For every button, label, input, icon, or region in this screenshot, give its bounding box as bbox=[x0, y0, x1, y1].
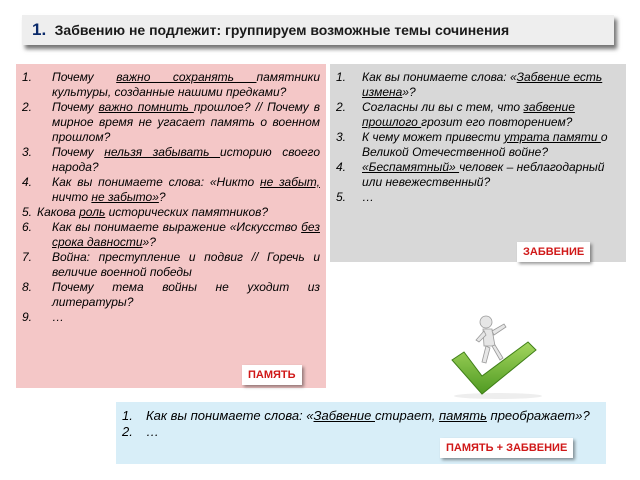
text-fragment: Какова bbox=[37, 205, 80, 219]
item-number: 5. bbox=[336, 190, 347, 204]
key-phrase: без срока давности bbox=[52, 220, 320, 249]
item-number: 3. bbox=[336, 130, 347, 144]
text-fragment: ? bbox=[158, 190, 166, 204]
list-item bbox=[330, 190, 618, 205]
key-phrase: не забыт, bbox=[260, 175, 320, 189]
key-phrase: память bbox=[439, 408, 487, 423]
item-text bbox=[52, 175, 320, 205]
list-item bbox=[330, 100, 618, 130]
key-phrase: нельзя забывать bbox=[104, 145, 221, 159]
text-fragment: историю своего народа? bbox=[52, 145, 320, 174]
text-fragment: Почему bbox=[52, 100, 99, 114]
key-phrase: важно сохранять bbox=[116, 70, 257, 84]
oblivion-topics-panel bbox=[330, 64, 626, 262]
key-phrase: важно помнить bbox=[98, 100, 194, 114]
item-text bbox=[52, 145, 320, 175]
person-on-checkmark-icon bbox=[448, 314, 548, 400]
text-fragment: грозит его повторением? bbox=[421, 115, 573, 129]
text-fragment: преображает»? bbox=[486, 408, 590, 423]
key-phrase: роль bbox=[79, 205, 106, 219]
text-fragment: стирает, bbox=[375, 408, 440, 423]
key-phrase: Забвение bbox=[313, 408, 375, 423]
item-text bbox=[362, 130, 618, 160]
item-text bbox=[362, 70, 618, 100]
list-item bbox=[16, 175, 320, 205]
list-item bbox=[16, 310, 320, 325]
item-number: 4. bbox=[336, 160, 347, 174]
text-fragment: о Великой Отечественной войне? bbox=[362, 130, 608, 159]
text-fragment: человек – неблагодарный или невежественный? bbox=[362, 160, 605, 189]
memory-topics-panel bbox=[16, 64, 326, 388]
item-number: 3. bbox=[22, 145, 33, 159]
list-item bbox=[16, 70, 320, 100]
list-item bbox=[116, 408, 596, 424]
page-title: Забвению не подлежит: группируем возможные темы сочинения bbox=[54, 22, 510, 38]
key-phrase: не забыто» bbox=[91, 190, 159, 204]
text-fragment: Согласны ли вы с тем, что bbox=[362, 100, 524, 114]
text-fragment: К чему может привести bbox=[362, 130, 504, 144]
item-number: 2. bbox=[336, 100, 347, 114]
list-item bbox=[16, 145, 320, 175]
list-item bbox=[330, 130, 618, 160]
text-fragment: Почему bbox=[52, 70, 117, 84]
item-number: 7. bbox=[22, 250, 33, 264]
title-number: 1. bbox=[32, 20, 47, 39]
item-number: 2. bbox=[22, 100, 33, 114]
item-number: 2. bbox=[122, 424, 133, 439]
text-fragment: »? bbox=[402, 85, 416, 99]
item-text bbox=[52, 70, 320, 100]
text-fragment: Как вы понимаете слова: « bbox=[362, 70, 517, 84]
text-fragment: ничто bbox=[52, 190, 92, 204]
list-item bbox=[16, 250, 320, 280]
memory-tag: ПАМЯТЬ bbox=[242, 365, 302, 385]
item-text bbox=[362, 100, 618, 130]
list-item bbox=[16, 220, 320, 250]
list-item bbox=[16, 205, 320, 220]
memory-topics-list bbox=[16, 70, 320, 325]
item-number: 4. bbox=[22, 175, 33, 189]
text-fragment: Как вы понимаете слова: « bbox=[146, 408, 314, 423]
item-number: 1. bbox=[336, 70, 347, 84]
list-item bbox=[16, 280, 320, 310]
oblivion-topics-list bbox=[330, 70, 618, 205]
shadow-shape bbox=[454, 393, 542, 399]
key-phrase: «Беспамятный» bbox=[362, 160, 460, 174]
text-fragment: исторических памятников? bbox=[105, 205, 269, 219]
combined-topics-list bbox=[116, 408, 596, 440]
item-text: … bbox=[52, 310, 64, 324]
key-phrase: Забвение есть измена bbox=[362, 70, 603, 99]
item-text bbox=[52, 220, 320, 250]
text-fragment: прошлое? // Почему в мирное время не угасает память о военном прошлом? bbox=[52, 100, 320, 144]
item-text bbox=[52, 100, 320, 145]
person-shape bbox=[476, 316, 506, 363]
item-number: 6. bbox=[22, 220, 33, 234]
title-bar bbox=[22, 15, 614, 45]
item-number: 8. bbox=[22, 280, 33, 294]
item-text bbox=[146, 408, 596, 424]
item-number: 1. bbox=[122, 408, 133, 423]
item-text bbox=[362, 160, 618, 190]
item-number: 5. bbox=[22, 205, 33, 219]
list-item bbox=[16, 100, 320, 145]
key-phrase: забвение прошлого bbox=[362, 100, 575, 129]
item-text: … bbox=[362, 190, 374, 204]
text-fragment: Почему bbox=[52, 145, 105, 159]
item-number: 1. bbox=[22, 70, 33, 84]
list-item bbox=[330, 160, 618, 190]
text-fragment: Как вы понимаете слова: «Никто bbox=[52, 175, 261, 189]
text-fragment: »? bbox=[142, 235, 156, 249]
item-text bbox=[37, 205, 268, 220]
combined-tag: ПАМЯТЬ + ЗАБВЕНИЕ bbox=[440, 438, 573, 458]
text-fragment: Как вы понимаете выражение «Искусство bbox=[52, 220, 302, 234]
oblivion-tag: ЗАБВЕНИЕ bbox=[517, 242, 590, 262]
list-item bbox=[330, 70, 618, 100]
item-text: Война: преступление и подвиг // Горечь и величие военной победы bbox=[52, 250, 320, 279]
item-number: 9. bbox=[22, 310, 33, 324]
item-text: … bbox=[146, 424, 159, 439]
item-text: Почему тема войны не уходит из литературы? bbox=[52, 280, 320, 309]
key-phrase: утрата памяти bbox=[503, 130, 601, 144]
text-fragment: памятники культуры, созданные нашими предками? bbox=[52, 70, 321, 99]
